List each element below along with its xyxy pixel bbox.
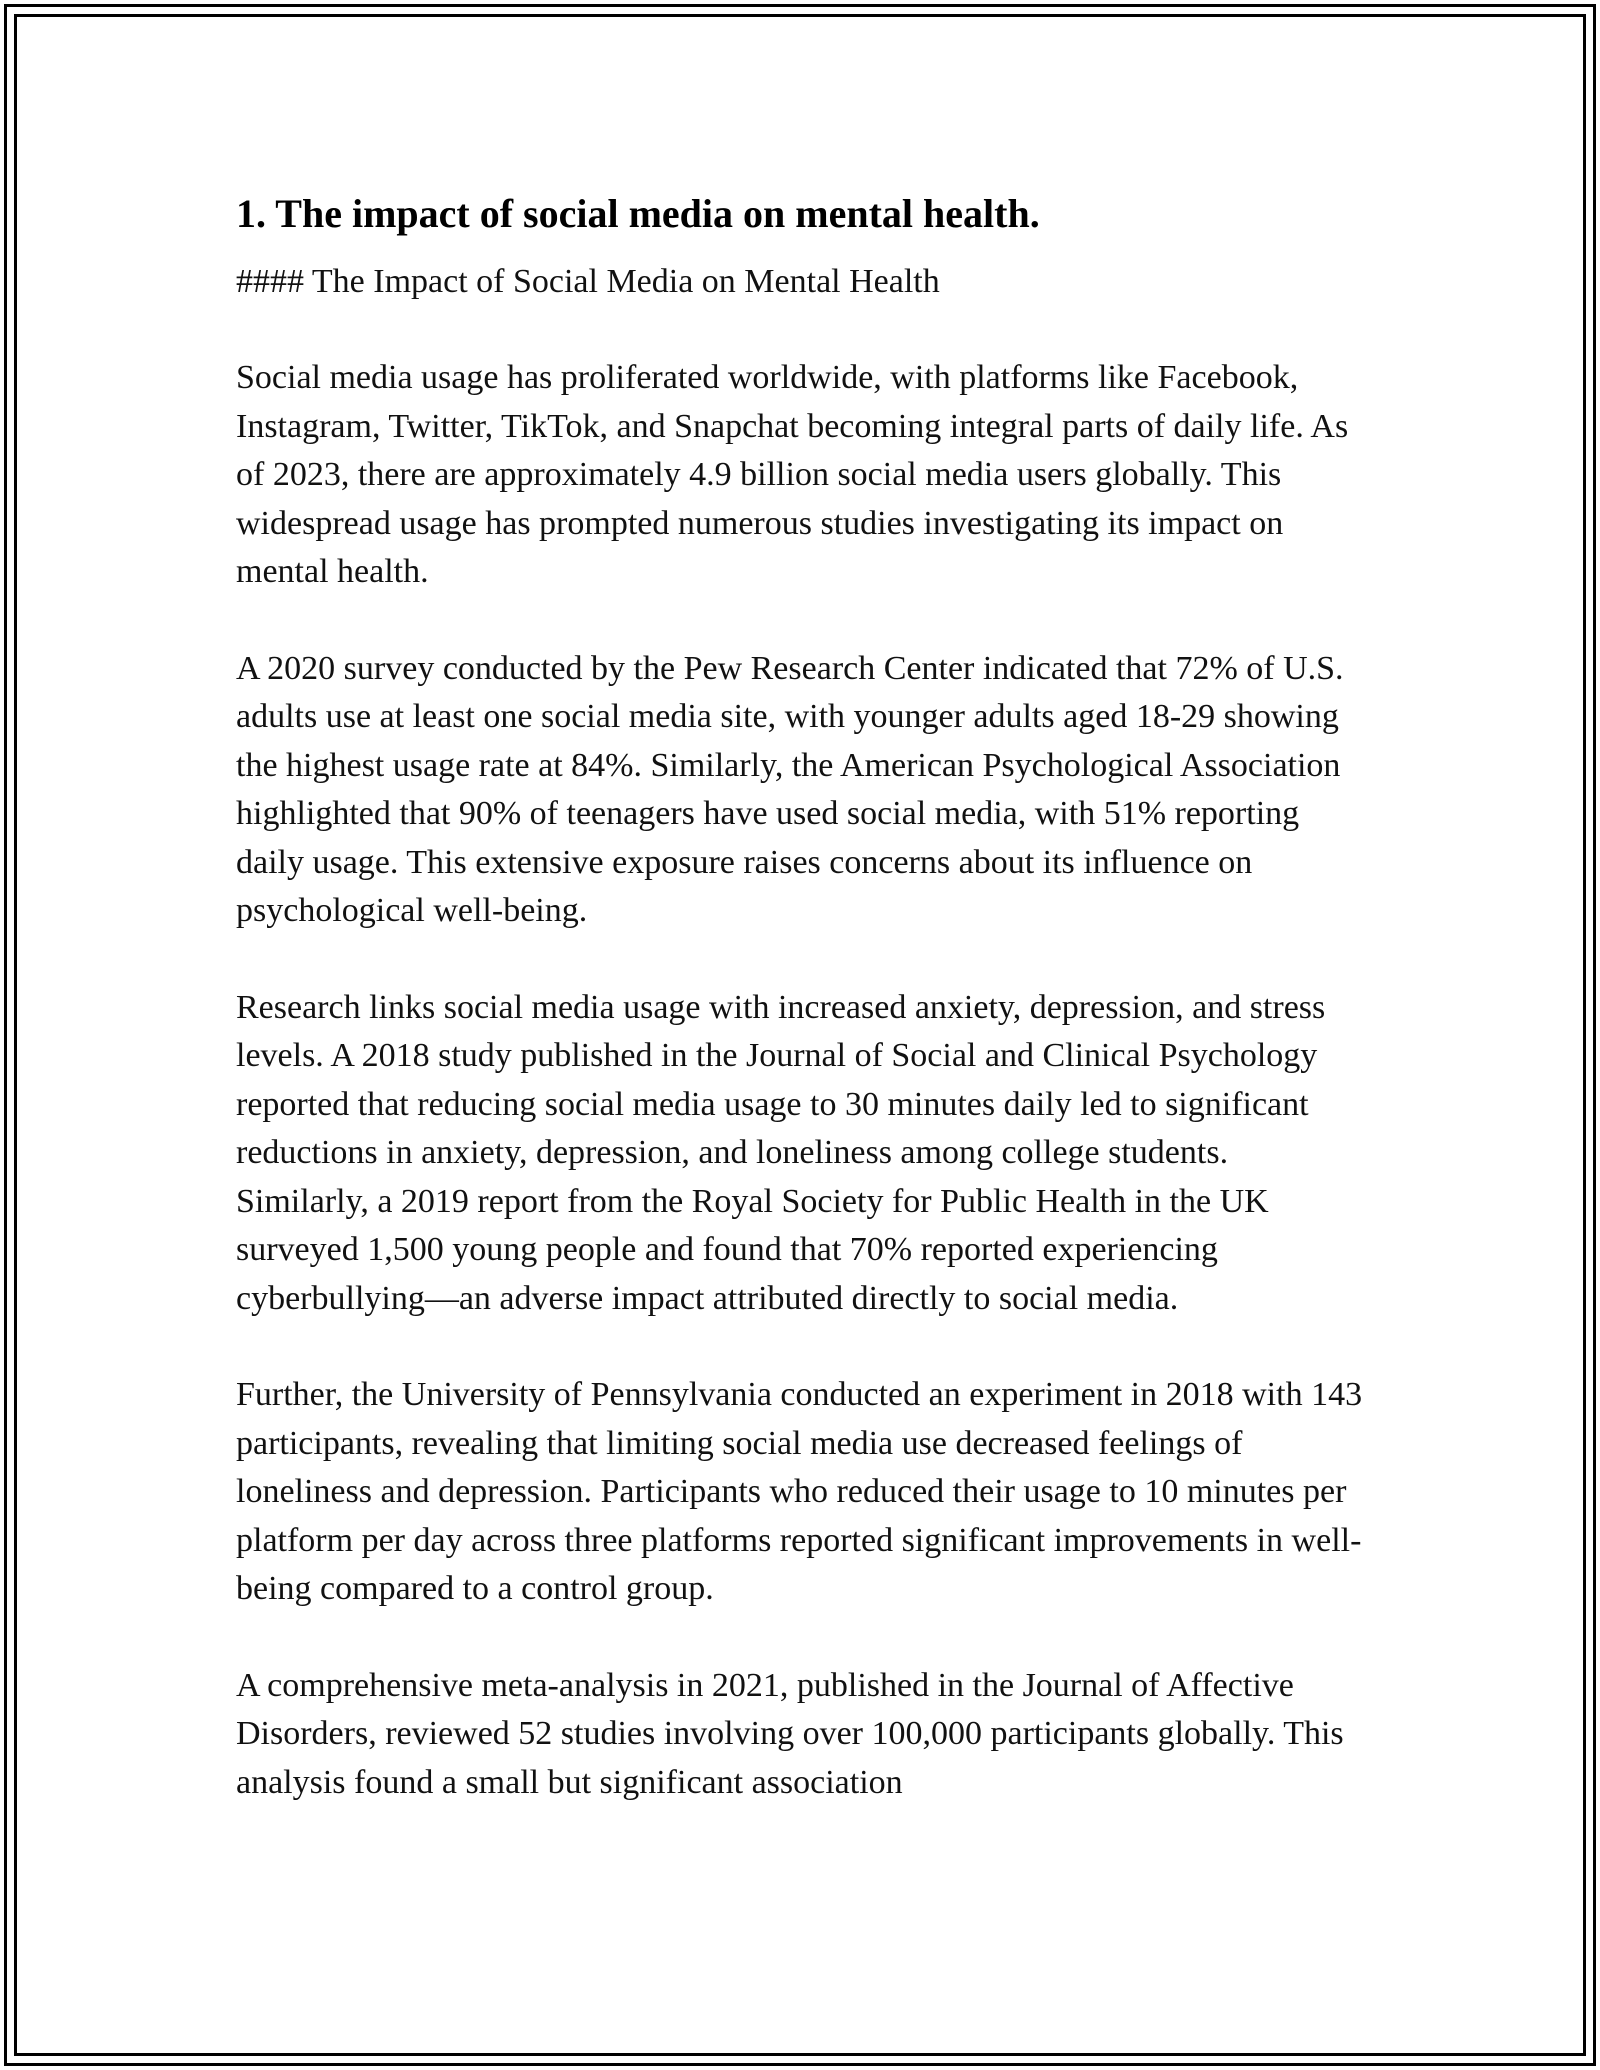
paragraph-4: Further, the University of Pennsylvania conducted an experiment in 2018 with 143 participants, revealing that limiting social media use decreased feelings of loneliness and depression. Participants who reduced their usage to 10 minutes per platform per day across three platforms reported significant improvements in well-being compared to a control group. xyxy=(236,1376,1363,1607)
paragraph-1: Social media usage has proliferated worldwide, with platforms like Facebook, Instagram, Twitter, TikTok, and Snapchat becoming integral parts of daily life. As of 2023, there are approximately 4.9 billion social media users globally. This widespread usage has prompted numerous studies investigating its impact on mental health. xyxy=(236,359,1349,590)
section-title: 1. The impact of social media on mental health. xyxy=(236,191,1040,236)
paragraph-3: Research links social media usage with increased anxiety, depression, and stress levels. A 2018 study published in the Journal of Social and Clinical Psychology reported that reducing social media usage to 30 minutes daily led to significant reductions in anxiety, depression, and loneliness among college students. Similarly, a 2019 report from the Royal Society for Public Health in the UK surveyed 1,500 young people and found that 70% reported experiencing cyberbullying—an adverse impact attributed directly to social media. xyxy=(236,988,1326,1317)
paragraph-5: A comprehensive meta-analysis in 2021, published in the Journal of Affective Disorders, reviewed 52 studies involving over 100,000 participants globally. This analysis found a small but significant association xyxy=(236,1666,1344,1801)
paragraph-2: A 2020 survey conducted by the Pew Research Center indicated that 72% of U.S. adults use at least one social media site, with younger adults aged 18-29 showing the highest usage rate at 84%. Similarly, the American Psychological Association highlighted that 90% of teenagers have used social media, with 51% reporting daily usage. This extensive exposure raises concerns about its influence on psychological well-being. xyxy=(236,649,1344,929)
document-body xyxy=(236,188,1366,1855)
subheading: #### The Impact of Social Media on Mental Health xyxy=(236,263,940,300)
